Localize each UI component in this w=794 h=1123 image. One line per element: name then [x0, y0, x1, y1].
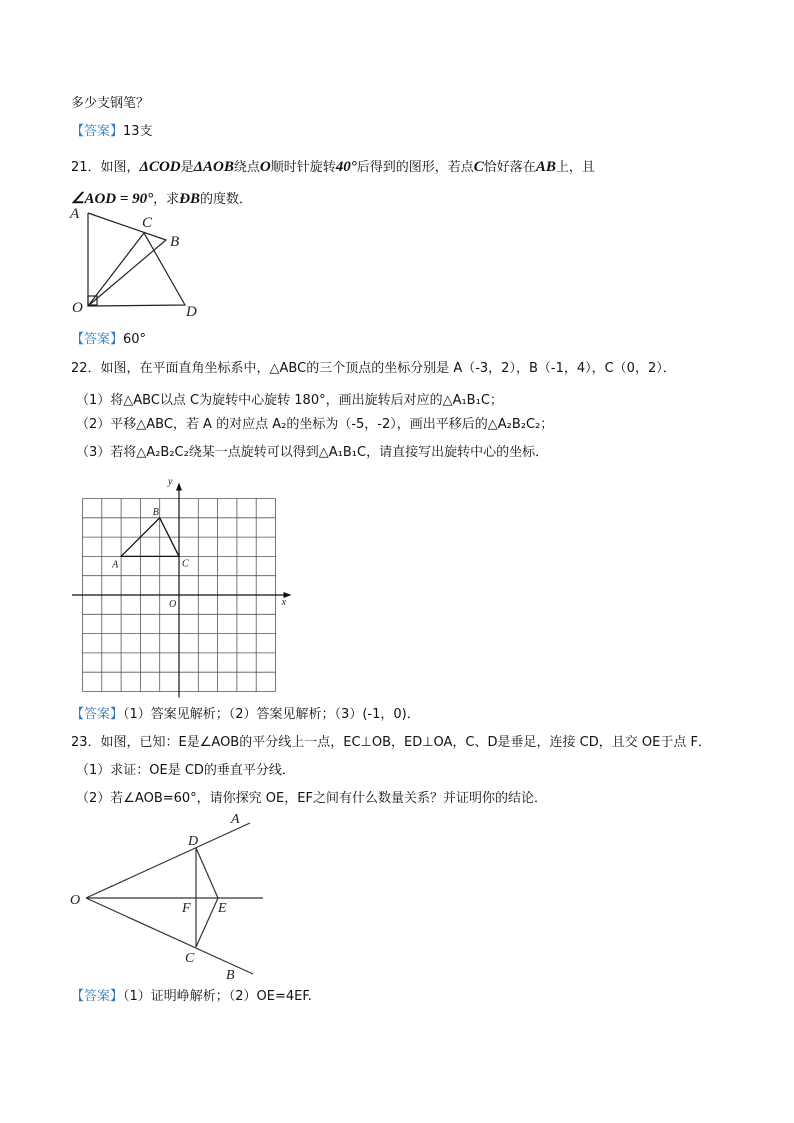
- q23-stem: 23．如图，已知：E是∠AOB的平分线上一点，EC⊥OB，ED⊥OA，C、D是垂足，连接 CD，且交 OE于点 F．: [71, 735, 711, 750]
- text: 上，且: [555, 160, 595, 175]
- answer-text: （1）答案见解析；（2）答案见解析；（3）(-1，0)．: [123, 707, 420, 722]
- text: 顺时针旋转: [270, 160, 336, 175]
- q22-part1: （1）将△ABC以点 C为旋转中心旋转 180°，画出旋转后对应的△A₁B₁C；: [76, 393, 503, 408]
- answer-text: （1）证明峥解析；（2）OE=4EF.: [123, 989, 312, 1004]
- figure-lines: [88, 213, 185, 306]
- math: C: [473, 159, 484, 175]
- q23-part1: （1）求证：OE是 CD的垂直平分线．: [76, 763, 295, 778]
- q22-coordinate-grid: [72, 477, 292, 698]
- label-y: y: [168, 476, 173, 488]
- answer-label: 【答案】: [71, 707, 124, 722]
- label-x: x: [281, 597, 286, 608]
- answer-label: 【答案】: [71, 989, 124, 1004]
- q23-figure: [86, 823, 263, 974]
- label-B: B: [170, 234, 180, 250]
- math: AB: [535, 159, 556, 175]
- label-C: C: [182, 558, 189, 570]
- text: 后得到的图形，若点: [356, 160, 474, 175]
- math: ΔAOB: [193, 159, 234, 175]
- label-A: A: [112, 559, 119, 571]
- math: O: [259, 159, 271, 175]
- answer-text: 60°: [123, 332, 147, 347]
- label-A: A: [231, 812, 240, 827]
- ray-OB: [86, 898, 253, 974]
- ray-OA: [86, 823, 250, 898]
- label-F: F: [182, 901, 191, 916]
- q20-tail: 多少支钢笔？: [71, 96, 150, 111]
- math: 40°: [335, 159, 357, 175]
- math: ΔCOD: [139, 159, 181, 175]
- math: ∠AOD = 90°: [71, 191, 154, 207]
- label-C: C: [142, 215, 153, 231]
- text: 恰好落在: [483, 160, 536, 175]
- answer-label: 【答案】: [71, 124, 124, 139]
- q23-part2: （2）若∠AOB=60°，请你探究 OE，EF之间有什么数量关系？并证明你的结论．: [76, 791, 547, 806]
- label-C: C: [185, 951, 195, 966]
- text: 21．如图，: [71, 160, 140, 175]
- answer-label: 【答案】: [71, 332, 124, 347]
- q21-answer: [71, 331, 146, 349]
- q21-figure: [88, 213, 185, 306]
- q22-stem: 22．如图，在平面直角坐标系中，△ABC的三个顶点的坐标分别是 A（-3，2），B（-1，4），C（0，2）．: [71, 361, 676, 376]
- text: ，求: [153, 192, 180, 207]
- math: ÐB: [179, 191, 201, 207]
- label-D: D: [186, 304, 197, 320]
- label-D: D: [188, 834, 199, 849]
- q22-part2: （2）平移△ABC，若 A 的对应点 A₂的坐标为（-5，-2），画出平移后的△A₂B₂C₂；: [76, 417, 554, 432]
- label-B: B: [152, 506, 159, 518]
- text: 的度数．: [200, 192, 253, 207]
- y-axis-arrow: [176, 483, 182, 491]
- figure-lines: [88, 213, 166, 306]
- label-B: B: [226, 968, 235, 983]
- text: 绕点: [233, 160, 260, 175]
- label-E: E: [218, 901, 227, 916]
- q22-part3: （3）若将△A₂B₂C₂绕某一点旋转可以得到△A₁B₁C，请直接写出旋转中心的坐标．: [76, 445, 549, 460]
- label-O: O: [72, 300, 83, 316]
- label-O: O: [70, 893, 81, 908]
- answer-text: 13支: [123, 124, 153, 139]
- label-A: A: [70, 206, 80, 222]
- text: 是: [180, 160, 194, 175]
- label-O: O: [169, 599, 177, 610]
- q23-answer: [71, 988, 312, 1006]
- q22-answer: [71, 706, 420, 724]
